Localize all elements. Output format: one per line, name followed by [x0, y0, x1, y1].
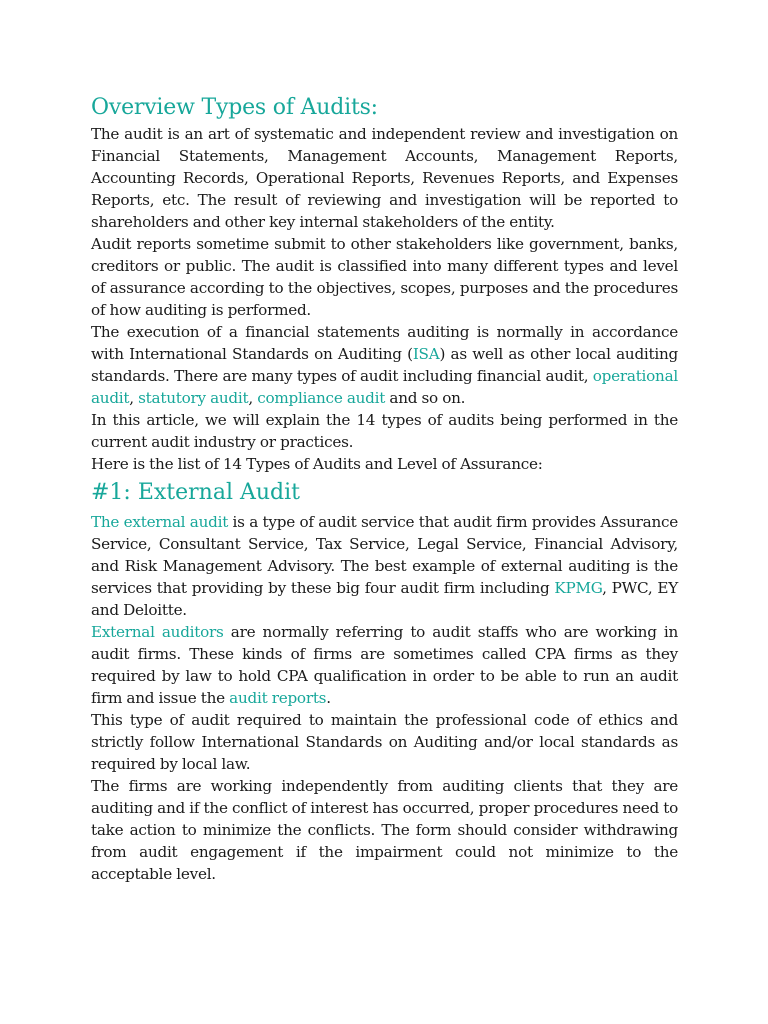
- paragraph-text: is a type of audit service that audit firm provides Assurance Service, Consultant Service, Tax Service, Legal Service, Financial Advisory, and Risk Management Advisory. The best example of external auditing is the services that providing by these big four audit firm including: [91, 513, 678, 597]
- audit-reports-link[interactable]: audit reports: [229, 689, 327, 707]
- external-audit-link[interactable]: The external audit: [91, 513, 229, 531]
- overview-paragraph-5: Here is the list of 14 Types of Audits and Level of Assurance:: [91, 455, 543, 473]
- overview-paragraph-3: [91, 321, 678, 409]
- paragraph-text: , PWC, EY and Deloitte.: [91, 579, 678, 619]
- paragraph-text: are normally referring to audit staffs who are working in audit firms. These kinds of firms are sometimes called CPA firms as they required by law to hold CPA qualification in order to be able to run an audit firm and issue the: [91, 623, 678, 707]
- overview-heading: Overview Types of Audits:: [91, 95, 378, 120]
- operational-audit-link[interactable]: operational audit: [91, 367, 678, 407]
- paragraph-text: The execution of a financial statements auditing is normally in accordance with International Standards on Auditing (: [91, 323, 678, 363]
- external-paragraph-2: [91, 621, 678, 709]
- statutory-audit-link[interactable]: statutory audit: [138, 389, 249, 407]
- document-page: [91, 93, 678, 885]
- external-paragraph-1: [91, 511, 678, 621]
- paragraph-text: .: [326, 689, 331, 707]
- paragraph-text: ) as well as other local auditing standards. There are many types of audit including financial audit,: [91, 345, 678, 385]
- separator-text: ,: [129, 389, 139, 407]
- external-paragraph-3: This type of audit required to maintain the professional code of ethics and strictly follow International Standards on Auditing and/or local standards as required by local law.: [91, 711, 678, 773]
- paragraph-text: and so on.: [385, 389, 466, 407]
- external-auditors-link[interactable]: External auditors: [91, 623, 224, 641]
- separator-text: ,: [248, 389, 258, 407]
- isa-link[interactable]: ISA: [412, 345, 440, 363]
- external-audit-heading: #1: External Audit: [91, 480, 301, 505]
- overview-paragraph-4: In this article, we will explain the 14 types of audits being performed in the current audit industry or practices.: [91, 411, 678, 451]
- overview-paragraph-1: The audit is an art of systematic and independent review and investigation on Financial Statements, Management Accounts, Management Reports, Accounting Records, Operational Reports, Revenues Reports, and Expenses Reports, etc. The result of reviewing and investigation will be reported to shareholders and other key internal stakeholders of the entity.: [91, 125, 678, 231]
- overview-paragraph-2: Audit reports sometime submit to other stakeholders like government, banks, creditors or public. The audit is classified into many different types and level of assurance according to the objectives, scopes, purposes and the procedures of how auditing is performed.: [91, 235, 678, 319]
- kpmg-link[interactable]: KPMG: [554, 579, 603, 597]
- compliance-audit-link[interactable]: compliance audit: [257, 389, 386, 407]
- external-paragraph-4: The firms are working independently from auditing clients that they are auditing and if the conflict of interest has occurred, proper procedures need to take action to minimize the conflicts. The form should consider withdrawing from audit engagement if the impairment could not minimize to the acceptable level.: [91, 777, 678, 883]
